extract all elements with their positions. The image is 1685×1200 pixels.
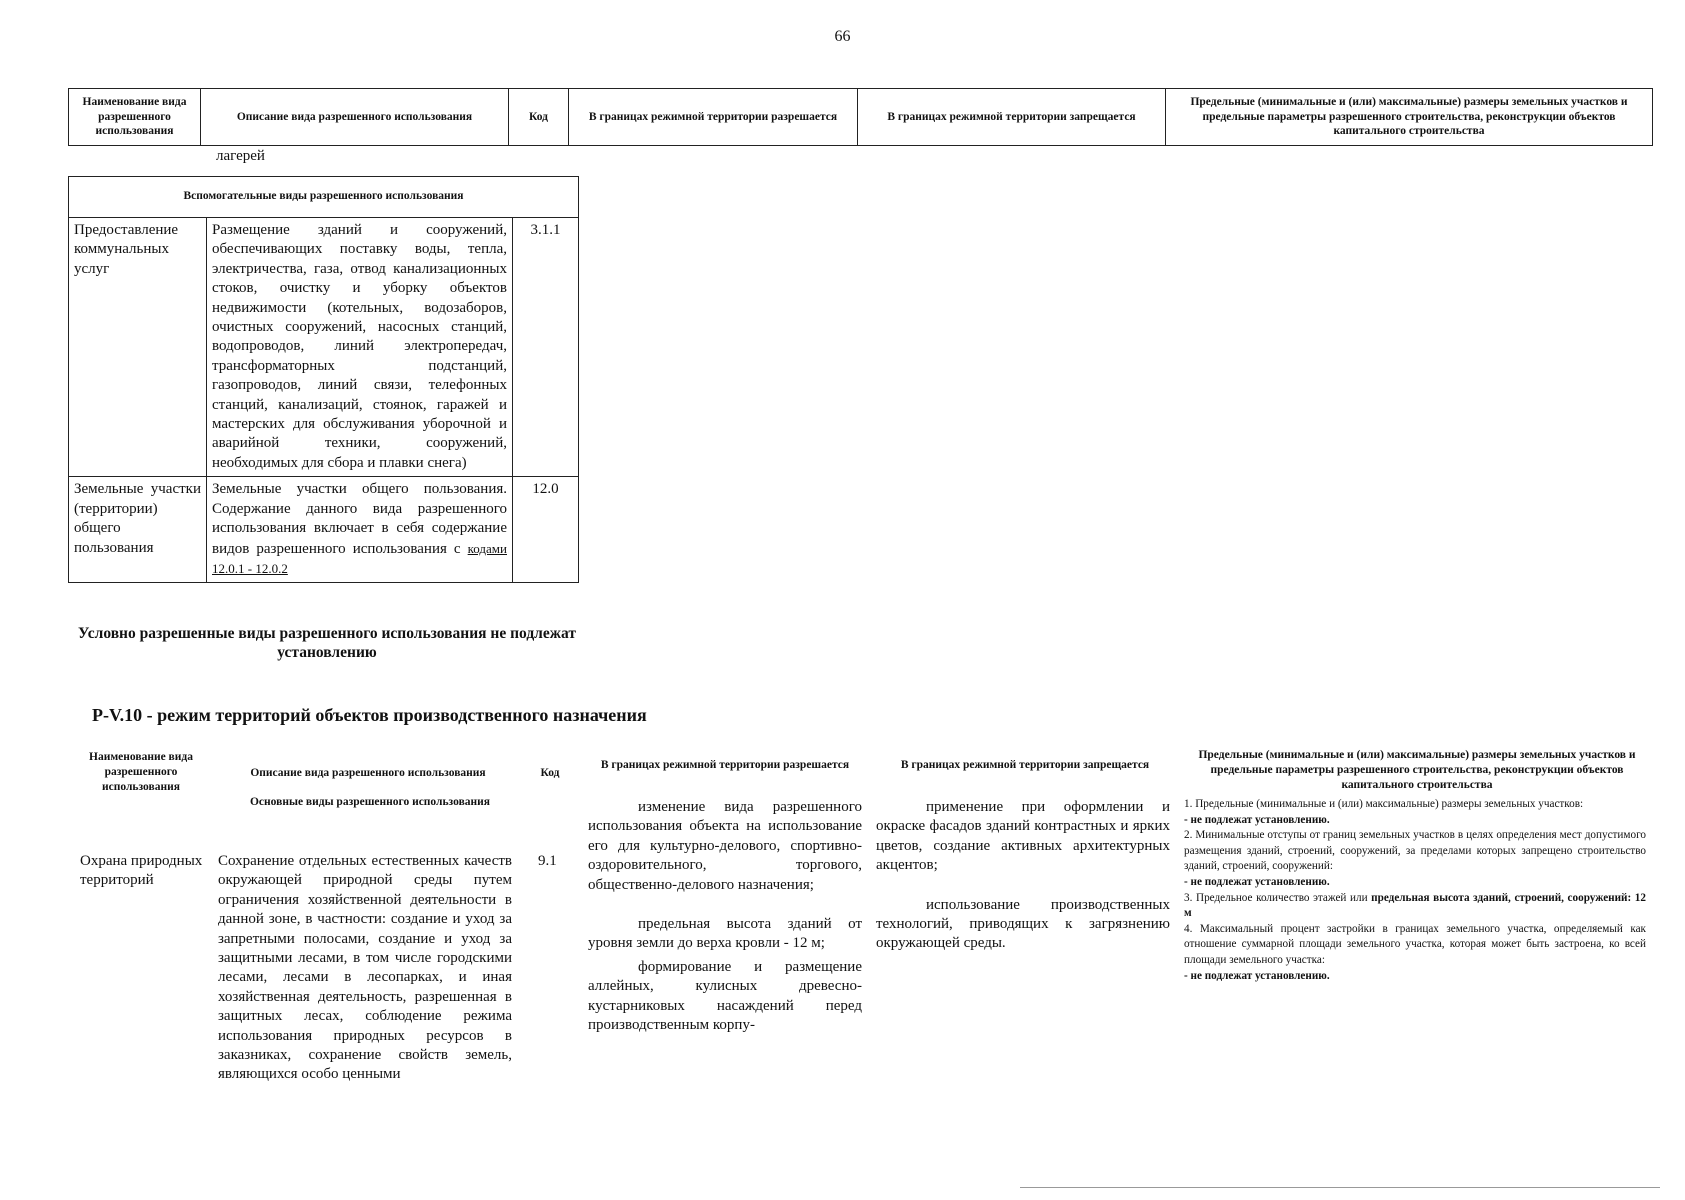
auxiliary-table bbox=[68, 176, 579, 583]
allowed-list bbox=[588, 798, 862, 1035]
limits-item: 2. Минимальные отступы от границ земельных участков в целях определения мест допустимого размещения зданий, строений, сооружений, за пределами которых запрещено строительство зданий, строений, сооружений: bbox=[1184, 829, 1646, 873]
table-row bbox=[69, 477, 579, 583]
row-name: Земельные участки (территории) общего пользования bbox=[69, 477, 207, 583]
table-header bbox=[68, 88, 1653, 146]
header-name: Наименование вида разрешенного использования bbox=[69, 89, 201, 146]
row-code: 3.1.1 bbox=[513, 218, 579, 477]
header2-name: Наименование вида разрешенного использования bbox=[89, 751, 193, 793]
codes-link[interactable]: кодами 12.0.1 - 12.0.2 bbox=[212, 540, 507, 576]
prohibited-list bbox=[876, 798, 1170, 954]
row-description-text: Земельные участки общего пользования. Содержание данного вида разрешенного использования включает в себя содержание видов разрешенного использования с bbox=[212, 481, 507, 557]
header2-allowed: В границах режимной территории разрешается bbox=[600, 759, 850, 771]
header-limits: Предельные (минимальные и (или) максимальные) размеры земельных участков и предельные параметры разрешенного строительства, реконструкции объектов капитального строительства bbox=[1166, 89, 1653, 146]
basic-section-title: Основные виды разрешенного использования bbox=[249, 796, 491, 808]
main-row-name: Охрана природных территорий bbox=[80, 853, 203, 889]
limits-item: 4. Максимальный процент застройки в границах земельного участка, определяемый как отношение суммарной площади земельного участка, которая может быть застроена, ко всей площади земельного участка: bbox=[1184, 922, 1646, 966]
limits-item-value: - не подлежат установлению. bbox=[1184, 813, 1330, 826]
allowed-item: предельная высота зданий от уровня земли до верха кровли - 12 м; bbox=[588, 916, 862, 952]
header-prohibited: В границах режимной территории запрещается bbox=[858, 89, 1166, 146]
allowed-item: формирование и размещение аллейных, кулисных древесно-кустарниковых насаждений перед производственным корпу- bbox=[588, 958, 862, 1034]
header2-code: Код bbox=[540, 767, 560, 779]
limits-item-value: - не подлежат установлению. bbox=[1184, 969, 1330, 982]
main-row-code: 9.1 bbox=[538, 853, 557, 869]
section-title: Р-V.10 - режим территорий объектов производственного назначения bbox=[92, 705, 647, 725]
header-allowed: В границах режимной территории разрешается bbox=[569, 89, 858, 146]
limits-item: 3. Предельное количество этажей или предельная высота зданий, строений, сооружений: 12 м bbox=[1184, 891, 1646, 920]
header2-limits: Предельные (минимальные и (или) максимальные) размеры земельных участков и предельные параметры разрешенного строительства, реконструкции объектов капитального строительства bbox=[1198, 749, 1636, 791]
limits-list bbox=[1184, 797, 1646, 984]
prohibited-item: использование производственных технологий, приводящих к загрязнению окружающей среды. bbox=[876, 896, 1170, 952]
row-description bbox=[207, 477, 513, 583]
auxiliary-section-title: Вспомогательные виды разрешенного использования bbox=[69, 177, 579, 218]
row-name: Предоставление коммунальных услуг bbox=[69, 218, 207, 477]
limits-item: 1. Предельные (минимальные и (или) максимальные) размеры земельных участков: bbox=[1184, 798, 1584, 810]
prohibited-item: применение при оформлении и окраске фасадов зданий контрастных и ярких цветов, создание активных архитектурных акцентов; bbox=[876, 799, 1170, 874]
allowed-item: изменение вида разрешенного использования объекта на использование его для культурно-делового, спортивно-оздоровительного, торгового, общественно-делового назначения; bbox=[588, 799, 862, 893]
row-code: 12.0 bbox=[513, 477, 579, 583]
header-description: Описание вида разрешенного использования bbox=[201, 89, 509, 146]
header2-prohibited: В границах режимной территории запрещается bbox=[900, 759, 1150, 771]
header-code: Код bbox=[509, 89, 569, 146]
conditional-note: Условно разрешенные виды разрешенного использования не подлежат установлению bbox=[78, 625, 576, 661]
main-row-description: Сохранение отдельных естественных качеств окружающей природной среды путем ограничения хозяйственной деятельности в данной зоне, в частности: создание и уход за запретными полосами, создание и уход за защитными лесами, в том числе городскими лесами, лесами в лесопарках, и иная хозяйственная деятельность, разрешенная в защитных лесах, соблюдение режима использования природных ресурсов в заказниках, сохранение свойств земель, являющихся особо ценными bbox=[218, 853, 512, 1083]
row-description: Размещение зданий и сооружений, обеспечивающих поставку воды, тепла, электричества, газа, отвод канализационных стоков, очистку и уборку объектов недвижимости (котельных, водозаборов, очистных сооружений, насосных станций, водопроводов, линий электропередач, трансформаторных подстанций, газопроводов, линий связи, телефонных станций, канализаций, стоянок, гаражей и мастерских для обслуживания уборочной и аварийной техники, сооружений, необходимых для сбора и плавки снега) bbox=[207, 218, 513, 477]
continued-text: лагерей bbox=[216, 148, 265, 164]
limits-item-value: - не подлежат установлению. bbox=[1184, 875, 1330, 888]
page-number: 66 bbox=[834, 28, 851, 45]
header2-description: Описание вида разрешенного использования bbox=[250, 767, 486, 779]
bottom-rule bbox=[1020, 1187, 1660, 1188]
table-row bbox=[69, 218, 579, 477]
